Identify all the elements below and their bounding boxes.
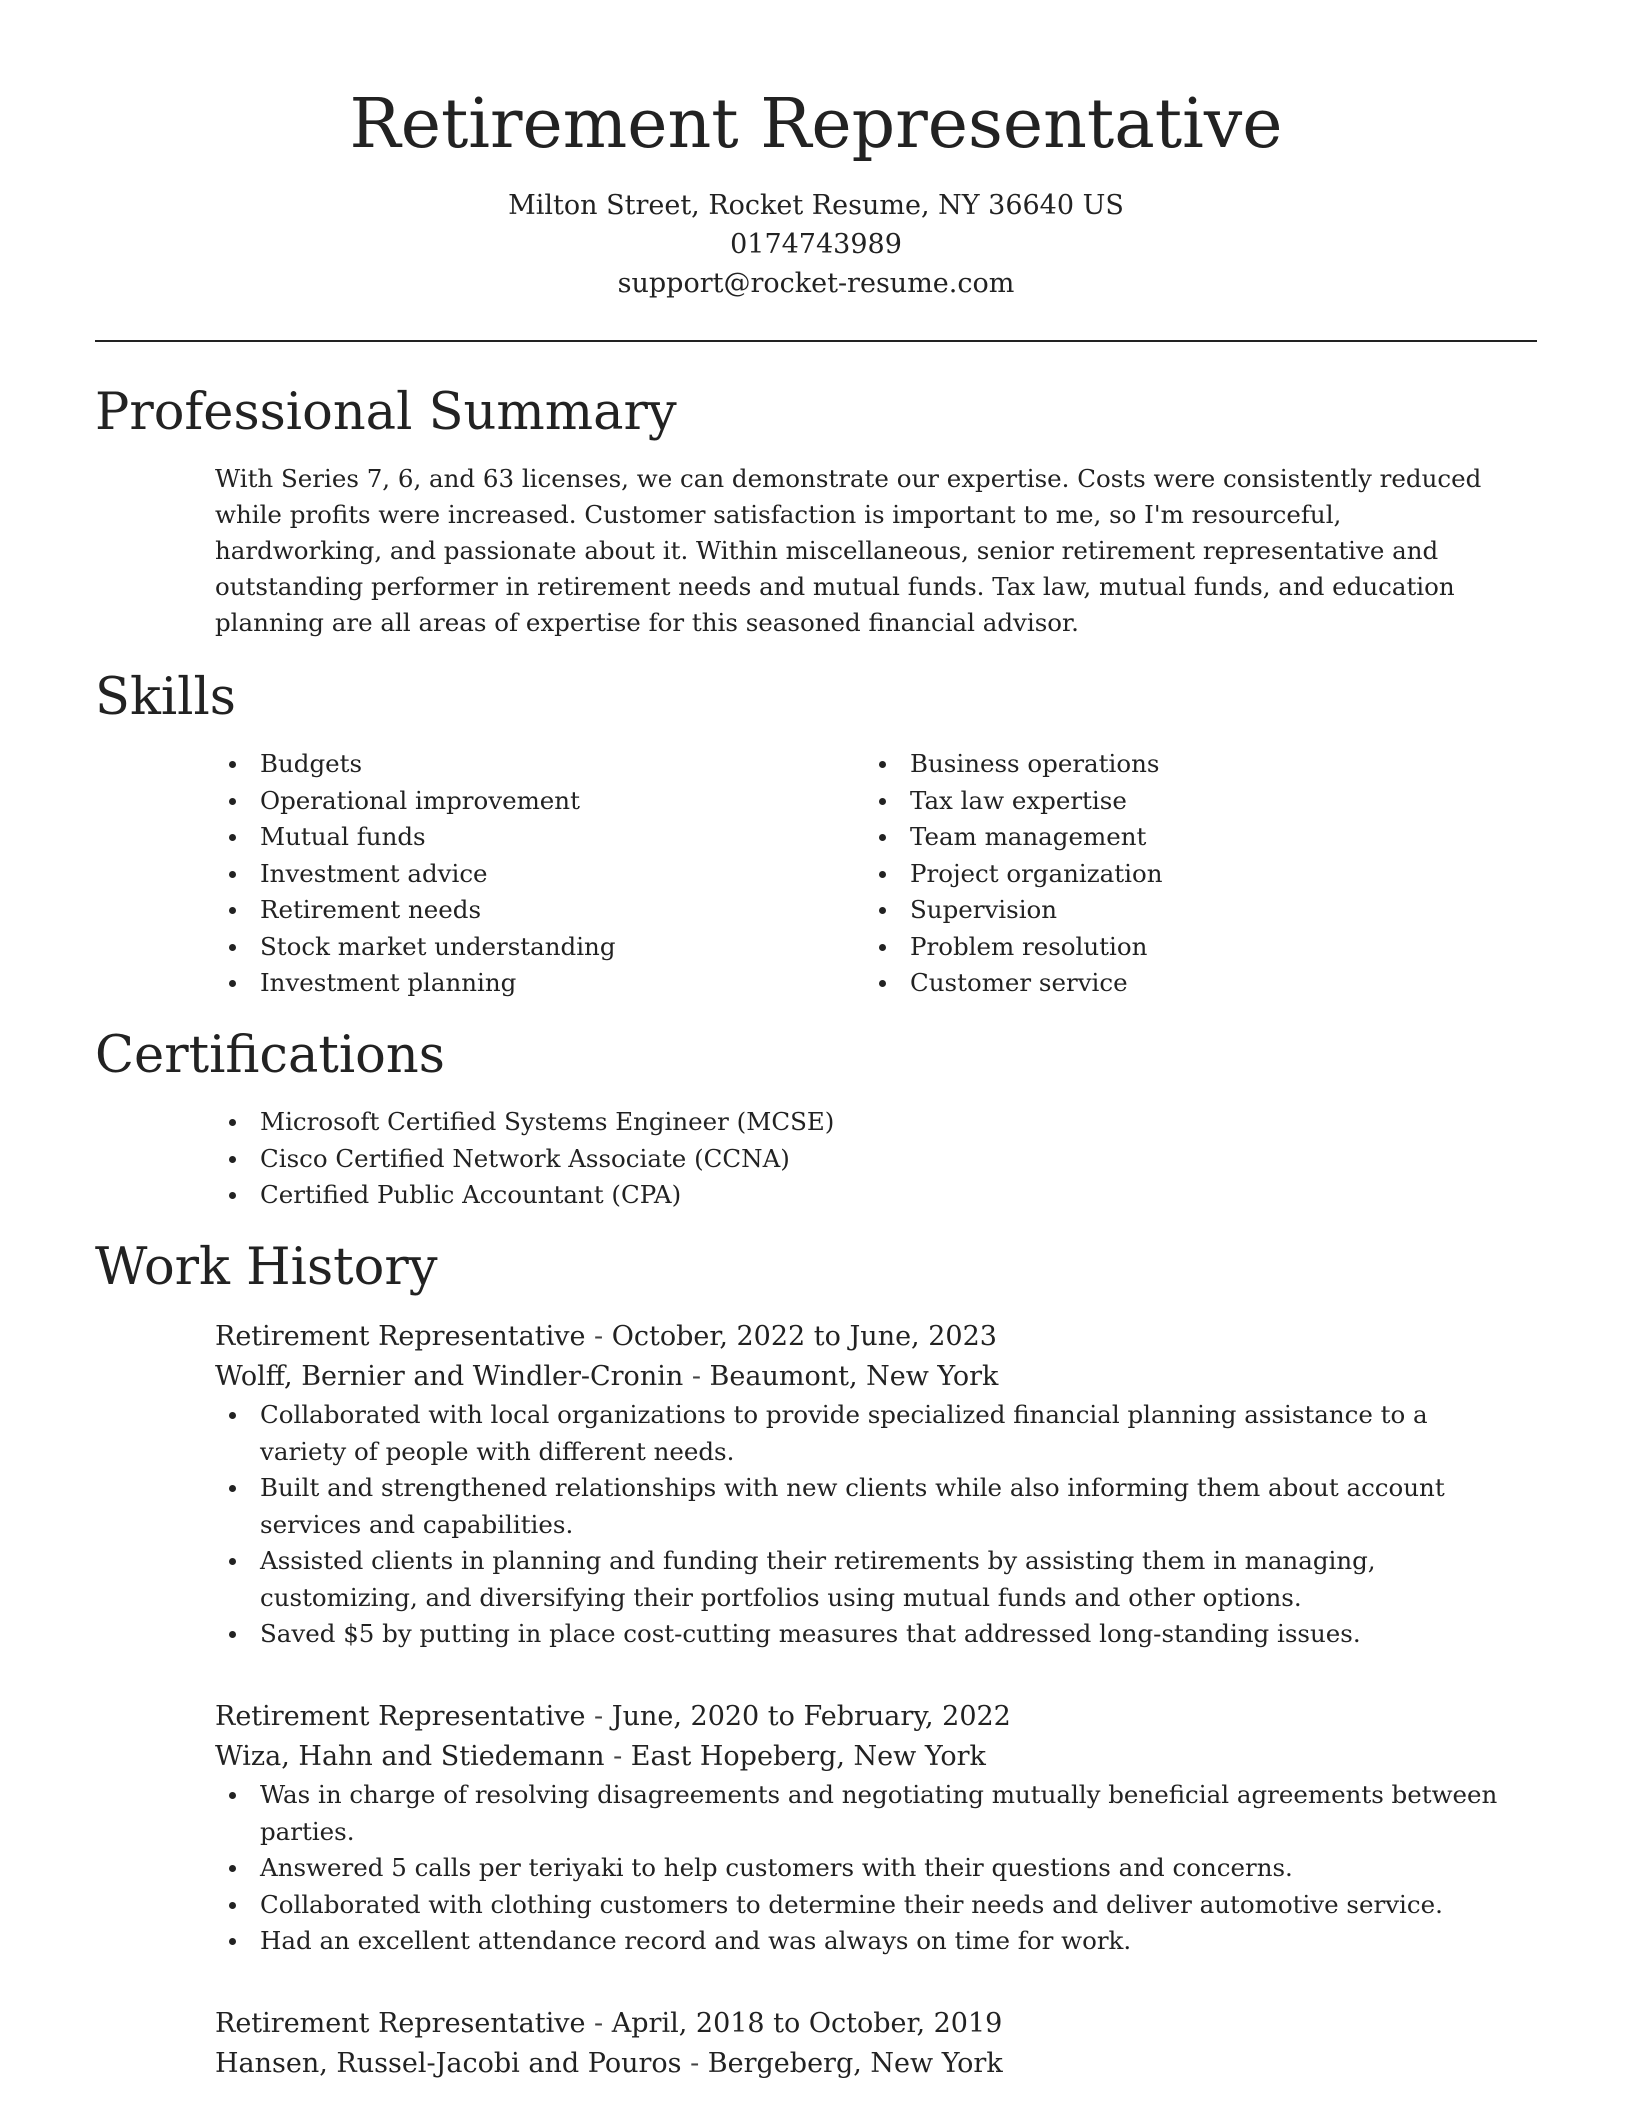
job-company-line — [215, 2044, 1515, 2084]
summary-text: With Series 7, 6, and 63 licenses, we can demonstrate our expertise. Costs were consistently reduced while profits were increased. Customer satisfaction is important to me, so I'm resourceful, hardworking, and passionate about it. Within miscellaneous, senior retirement representative and outstanding performer in retirement needs and mutual funds. Tax law, mutual funds, and education planning are all areas of expertise for this seasoned financial advisor. — [215, 464, 1482, 637]
job-company-line — [215, 1357, 1515, 1397]
contact-email: support@rocket-resume.com — [617, 268, 1015, 299]
skill-item: Retirement needs — [215, 892, 815, 929]
contact-block — [0, 186, 1632, 303]
job-separator: - — [690, 2048, 700, 2079]
certifications-heading: Certifications — [95, 1026, 445, 1085]
skill-item: Problem resolution — [865, 929, 1465, 966]
job-bullet: Answered 5 calls per teriyaki to help customers with their questions and concerns. — [215, 1850, 1515, 1887]
contact-address: Milton Street, Rocket Resume, NY 36640 US — [508, 190, 1124, 221]
job-dates: October, 2022 to June, 2023 — [611, 1321, 997, 1352]
skill-item: Investment planning — [215, 965, 815, 1002]
job-separator: - — [594, 2008, 604, 2039]
skill-item: Operational improvement — [215, 783, 815, 820]
job-title-line — [215, 2004, 1515, 2044]
skills-list-left — [215, 746, 815, 1002]
job-location: East Hopeberg, New York — [630, 1741, 986, 1772]
skills-list-right — [865, 746, 1465, 1002]
skill-item: Team management — [865, 819, 1465, 856]
job-bullets — [215, 1397, 1515, 1653]
job-location: Beaumont, New York — [709, 1361, 999, 1392]
job-company-line — [215, 1737, 1515, 1777]
job-bullet: Had an excellent attendance record and was always on time for work. — [215, 1923, 1515, 1960]
job-separator: - — [613, 1741, 623, 1772]
job-entry — [215, 1697, 1515, 1960]
skill-item: Project organization — [865, 856, 1465, 893]
skill-item: Mutual funds — [215, 819, 815, 856]
job-company: Wiza, Hahn and Stiedemann — [215, 1741, 605, 1772]
skill-item: Budgets — [215, 746, 815, 783]
job-bullet: Collaborated with local organizations to provide specialized financial planning assistance to a variety of people with different needs. — [215, 1397, 1515, 1470]
skills-heading: Skills — [95, 668, 236, 727]
job-location: Bergeberg, New York — [707, 2048, 1003, 2079]
skill-item: Tax law expertise — [865, 783, 1465, 820]
job-title: Retirement Representative — [215, 1701, 586, 1732]
job-title-line — [215, 1697, 1515, 1737]
skill-item: Stock market understanding — [215, 929, 815, 966]
work-history-heading: Work History — [95, 1238, 438, 1297]
header-divider — [95, 340, 1537, 342]
skill-item: Investment advice — [215, 856, 815, 893]
job-entry — [215, 1317, 1515, 1653]
contact-phone: 0174743989 — [730, 229, 902, 260]
job-bullets — [215, 1777, 1515, 1960]
job-bullet: Was in charge of resolving disagreements and negotiating mutually beneficial agreements between parties. — [215, 1777, 1515, 1850]
summary-heading: Professional Summary — [95, 383, 677, 442]
skill-item: Supervision — [865, 892, 1465, 929]
job-title-line — [215, 1317, 1515, 1357]
resume-header — [0, 0, 1632, 303]
certification-item: Microsoft Certified Systems Engineer (MCSE) — [215, 1104, 1515, 1141]
job-bullet: Built and strengthened relationships with new clients while also informing them about account services and capabilities. — [215, 1470, 1515, 1543]
job-company: Wolff, Bernier and Windler-Cronin — [215, 1361, 684, 1392]
certification-item: Certified Public Accountant (CPA) — [215, 1177, 1515, 1214]
job-title: Retirement Representative — [215, 2008, 586, 2039]
job-title: Retirement Representative — [215, 1321, 586, 1352]
job-separator: - — [691, 1361, 701, 1392]
job-dates: April, 2018 to October, 2019 — [611, 2008, 1003, 2039]
skill-item: Business operations — [865, 746, 1465, 783]
certification-item: Cisco Certified Network Associate (CCNA) — [215, 1141, 1515, 1178]
job-entry — [215, 2004, 1515, 2084]
job-dates: June, 2020 to February, 2022 — [611, 1701, 1011, 1732]
certifications-list — [215, 1104, 1515, 1214]
job-separator: - — [594, 1321, 604, 1352]
job-separator: - — [594, 1701, 604, 1732]
job-bullet: Assisted clients in planning and funding their retirements by assisting them in managing, customizing, and diversifying their portfolios using mutual funds and other options. — [215, 1543, 1515, 1616]
job-bullet: Saved $5 by putting in place cost-cutting measures that addressed long-standing issues. — [215, 1616, 1515, 1653]
candidate-name: Retirement Representative — [349, 85, 1283, 164]
skill-item: Customer service — [865, 965, 1465, 1002]
job-company: Hansen, Russel-Jacobi and Pouros — [215, 2048, 682, 2079]
job-bullet: Collaborated with clothing customers to determine their needs and deliver automotive service. — [215, 1887, 1515, 1924]
